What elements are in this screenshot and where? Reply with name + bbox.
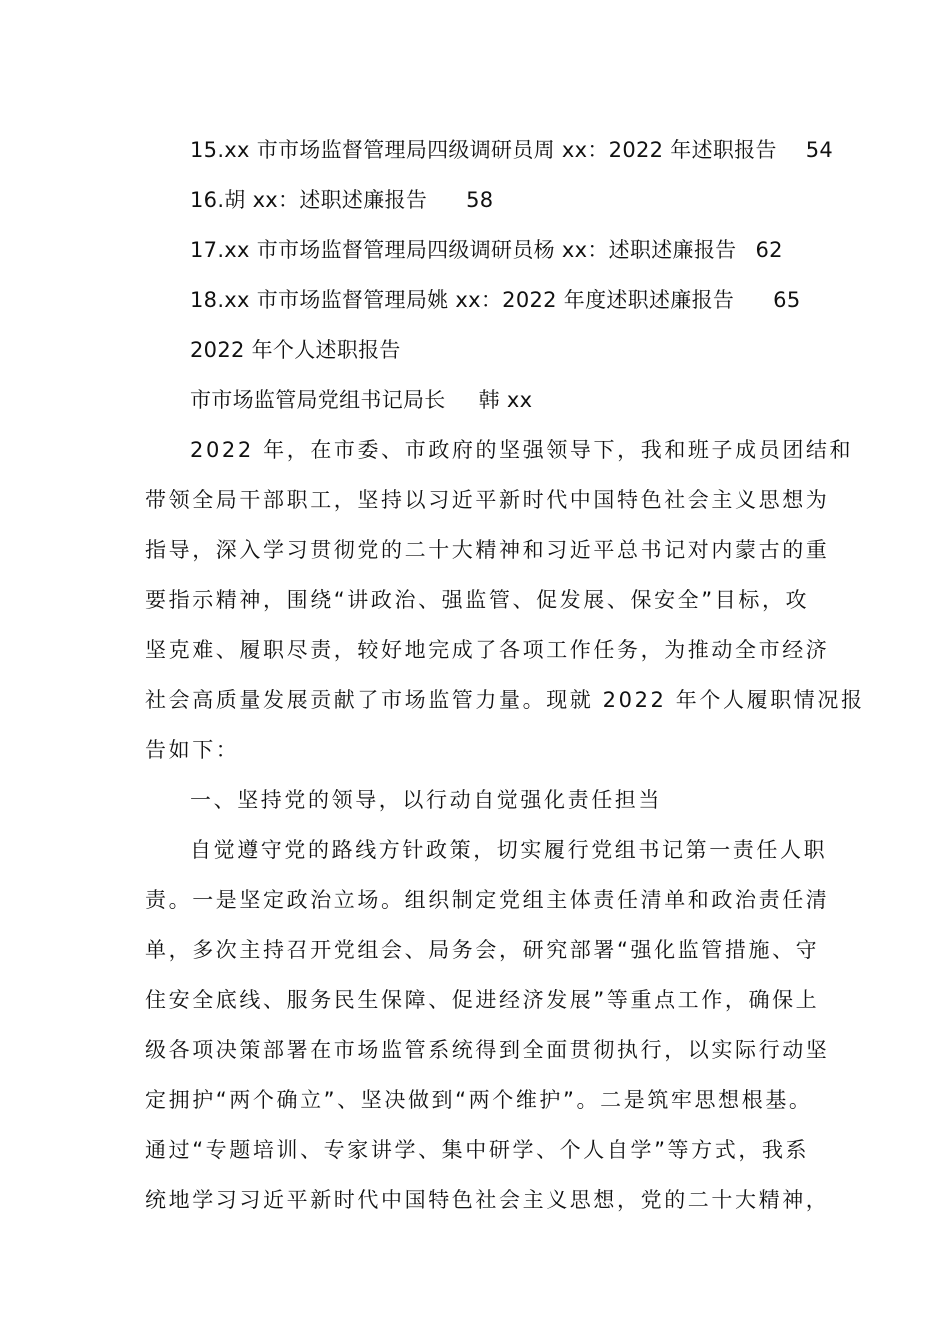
toc-entry-text: 17.xx 市市场监督管理局四级调研员杨 xx：述职述廉报告: [190, 238, 737, 262]
body-line: 坚克难、履职尽责，较好地完成了各项工作任务，为推动全市经济: [145, 638, 830, 662]
body-line: 责。一是坚定政治立场。组织制定党组主体责任清单和政治责任清: [145, 888, 830, 912]
body-line: 单，多次主持召开党组会、局务会，研究部署“强化监管措施、守: [145, 938, 820, 962]
body-line: 社会高质量发展贡献了市场监管力量。现就 2022 年个人履职情况报: [145, 688, 865, 712]
body-line: 告如下：: [145, 738, 240, 762]
document-author: [190, 385, 532, 415]
body-line: 住安全底线、服务民生保障、促进经济发展”等重点工作，确保上: [145, 988, 820, 1012]
body-line: 自觉遵守党的路线方针政策，切实履行党组书记第一责任人职: [190, 838, 828, 862]
toc-page-number: 62: [755, 238, 783, 262]
section-heading: 一、坚持党的领导，以行动自觉强化责任担当: [190, 788, 662, 812]
author-position: 市市场监管局党组书记局长: [190, 388, 446, 412]
toc-page-number: 65: [773, 288, 801, 312]
body-line: 指导，深入学习贯彻党的二十大精神和习近平总书记对内蒙古的重: [145, 538, 830, 562]
toc-entry-text: 18.xx 市市场监督管理局姚 xx：2022 年度述职述廉报告: [190, 288, 735, 312]
toc-entry-18[interactable]: [190, 285, 801, 315]
body-line: 级各项决策部署在市场监管系统得到全面贯彻执行，以实际行动坚: [145, 1038, 830, 1062]
toc-entry-16[interactable]: [190, 185, 493, 215]
body-line: 通过“专题培训、专家讲学、集中研学、个人自学”等方式，我系: [145, 1138, 810, 1162]
body-line: 要指示精神，围绕“讲政治、强监管、促发展、保安全”目标，攻: [145, 588, 810, 612]
document-title: 2022 年个人述职报告: [190, 338, 401, 362]
toc-entry-17[interactable]: [190, 235, 783, 265]
body-line: 定拥护“两个确立”、坚决做到“两个维护”。二是筑牢思想根基。: [145, 1088, 813, 1112]
toc-entry-text: 16.胡 xx：述职述廉报告: [190, 188, 428, 212]
toc-entry-text: 15.xx 市市场监督管理局四级调研员周 xx：2022 年述职报告: [190, 138, 777, 162]
body-line: 统地学习习近平新时代中国特色社会主义思想，党的二十大精神，: [145, 1188, 830, 1212]
body-line: 带领全局干部职工，坚持以习近平新时代中国特色社会主义思想为: [145, 488, 830, 512]
toc-page-number: 58: [466, 188, 494, 212]
author-name: 韩 xx: [478, 388, 533, 412]
body-line: 2022 年，在市委、市政府的坚强领导下，我和班子成员团结和: [190, 438, 854, 462]
toc-entry-15[interactable]: [190, 135, 833, 165]
toc-page-number: 54: [805, 138, 834, 162]
